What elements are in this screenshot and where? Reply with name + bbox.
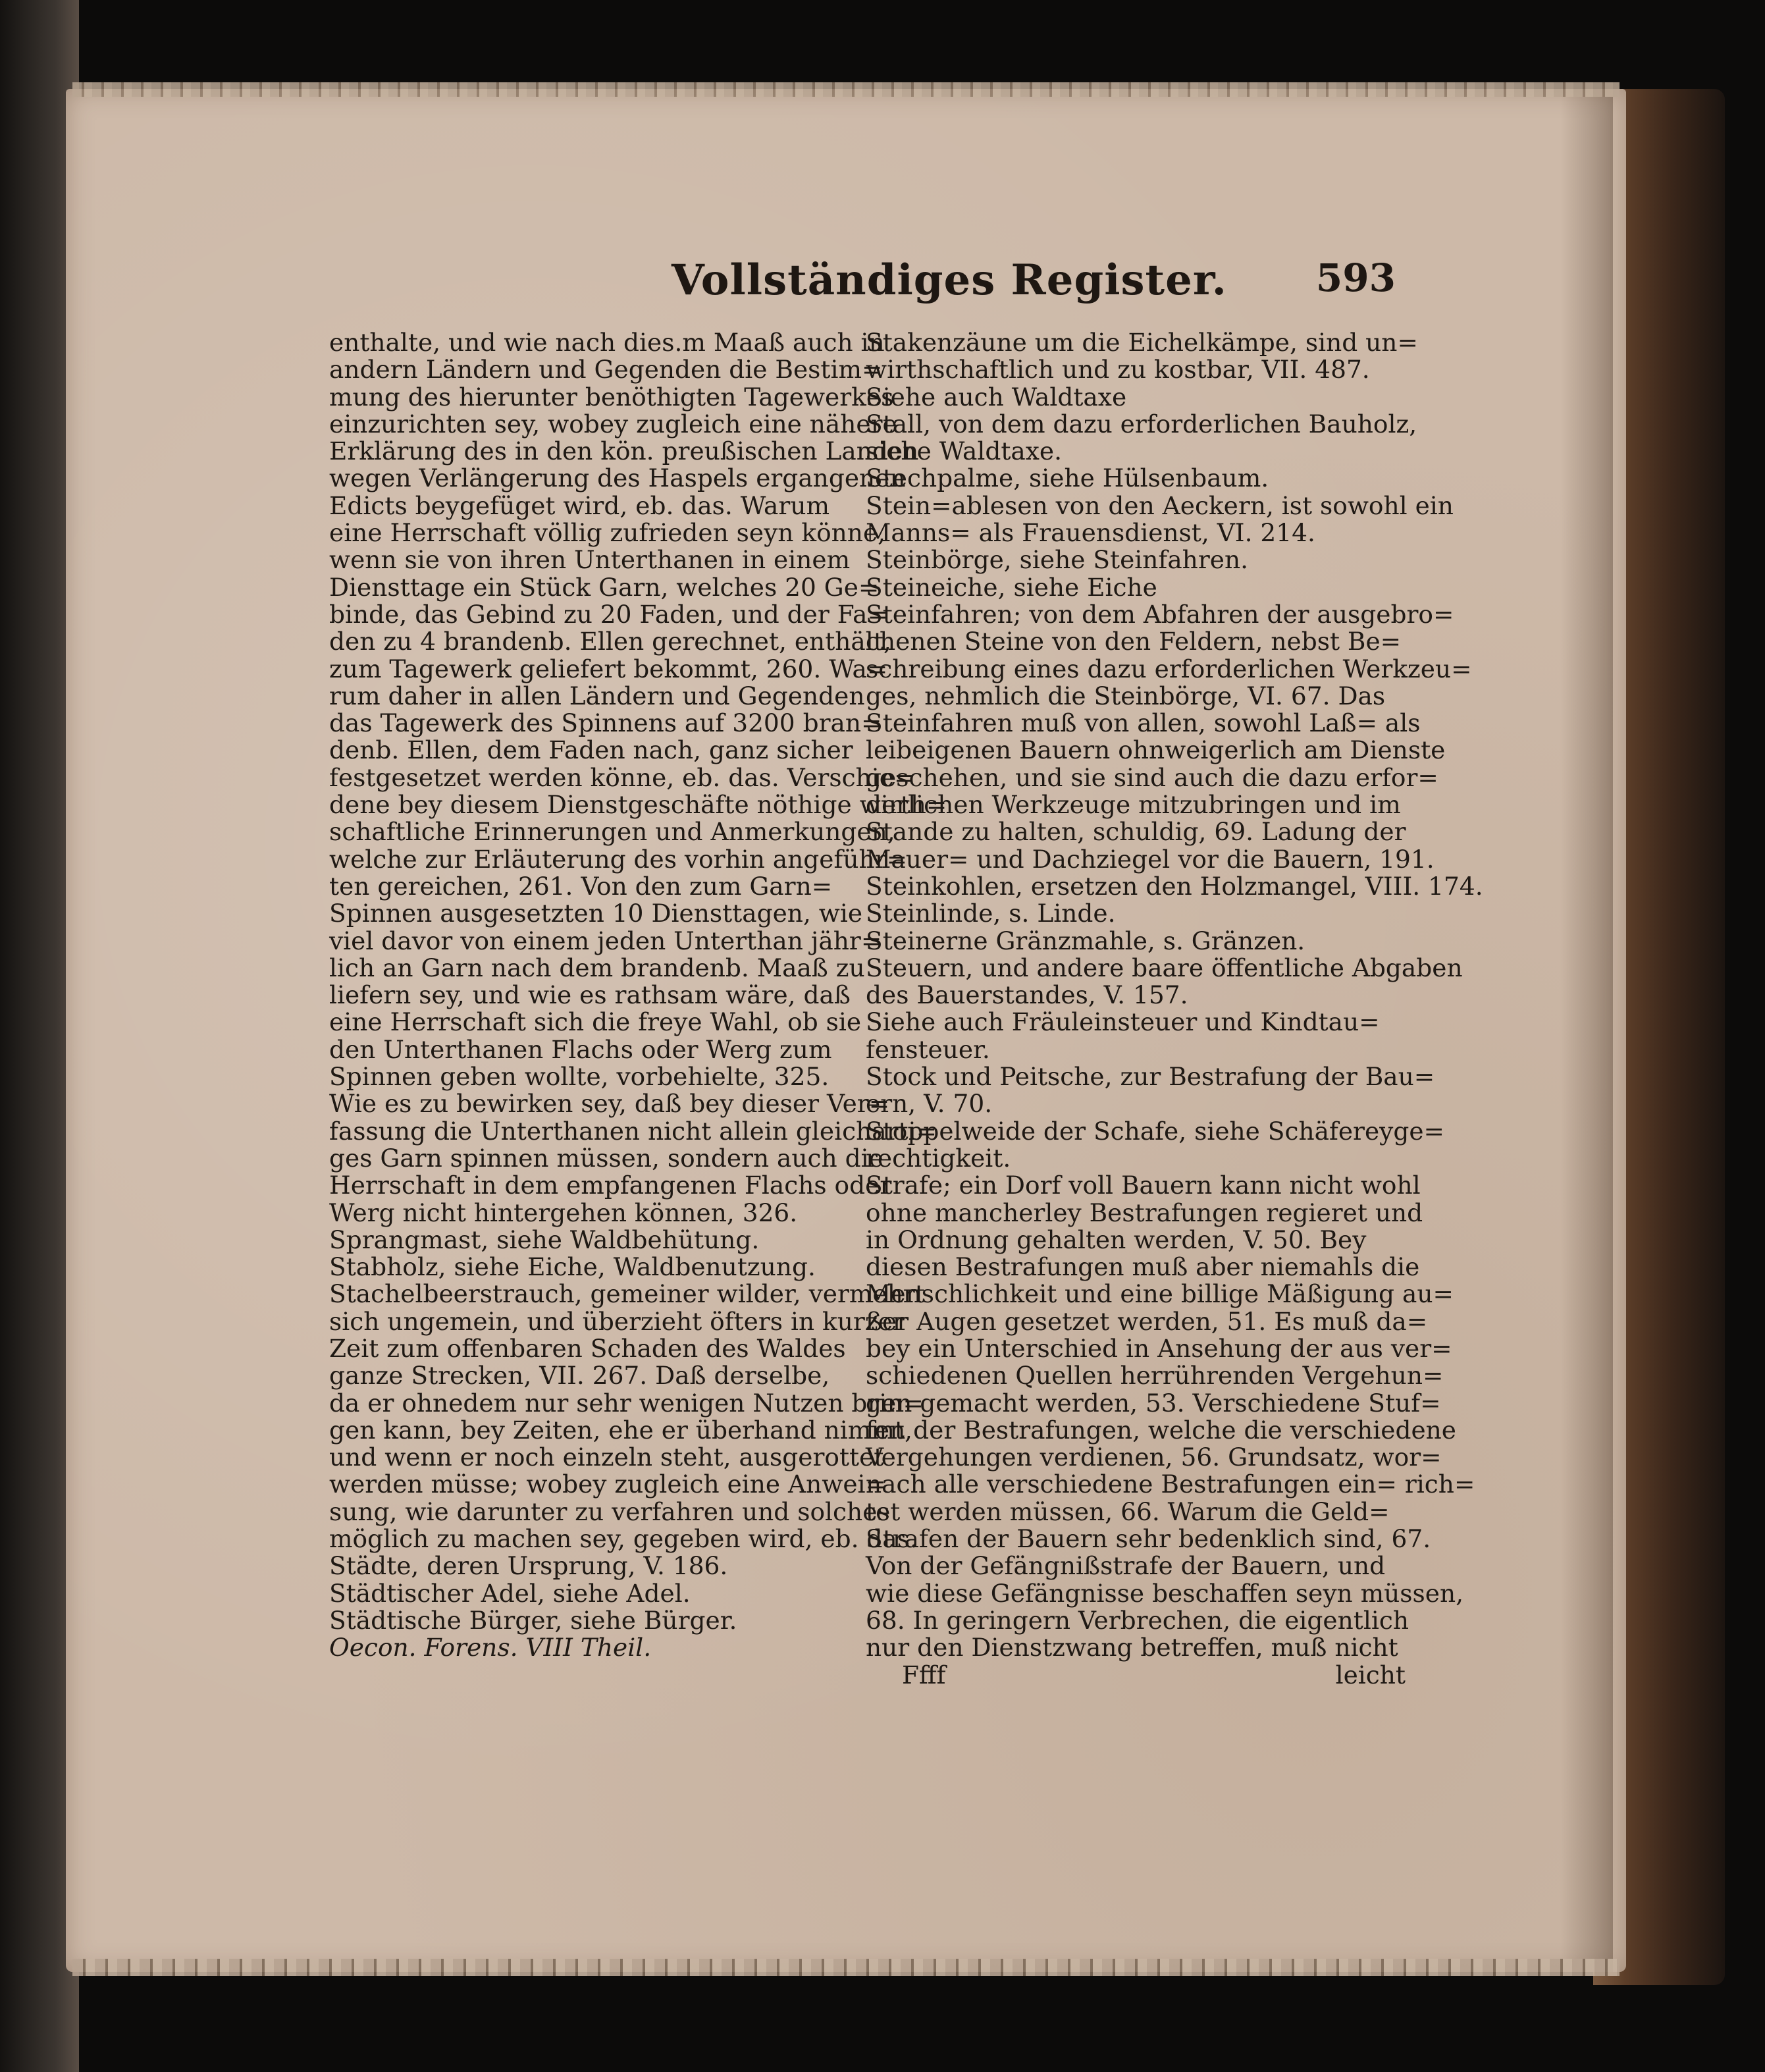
text-line: fen der Bestrafungen, welche die verschiedene — [866, 1415, 1456, 1445]
text-line: wenn sie von ihren Unterthanen in einem — [329, 545, 851, 575]
text-line: schaftliche Erinnerungen und Anmerkungen, — [329, 817, 895, 847]
text-line: dene bey diesem Dienstgeschäfte nöthige wirth= — [329, 790, 947, 820]
text-line: werden müsse; wobey zugleich eine Anwei= — [329, 1470, 886, 1499]
index-entry: Steinfahren; von dem Abfahren der ausgebro= — [866, 599, 1454, 629]
text-line: ganze Strecken, VII. 267. Daß derselbe, — [329, 1361, 830, 1391]
text-line: wirthschaftlich und zu kostbar, VII. 487. — [866, 355, 1370, 385]
catchword: leicht — [1335, 1660, 1406, 1689]
text-line: chenen Steine von den Feldern, nebst Be= — [866, 627, 1402, 656]
page-header — [672, 255, 1396, 315]
text-line: ges Garn spinnen müssen, sondern auch die — [329, 1143, 883, 1173]
text-line: viel davor von einem jeden Unterthan jähr= — [329, 926, 882, 955]
text-line: Diensttage ein Stück Garn, welches 20 Ge= — [329, 572, 880, 602]
index-entry: Stabholz, siehe Eiche, Waldbenutzung. — [329, 1252, 816, 1282]
page-foot — [866, 1662, 1406, 1689]
text-line: nach alle verschiedene Bestrafungen ein= rich= — [866, 1470, 1475, 1499]
text-line: ges, nehmlich die Steinbörge, VI. 67. Das — [866, 681, 1386, 710]
text-line: Spinnen geben wollte, vorbehielte, 325. — [329, 1062, 830, 1092]
text-line: Erklärung des in den kön. preußischen Landen — [329, 437, 919, 466]
right-column — [866, 328, 1483, 1689]
text-line: leibeigenen Bauern ohnweigerlich am Dienste — [866, 735, 1446, 765]
text-line: bey ein Unterschied in Ansehung der aus ver= — [866, 1333, 1452, 1363]
text-line: wie diese Gefängnisse beschaffen seyn müssen, — [866, 1578, 1464, 1608]
text-line: in Ordnung gehalten werden, V. 50. Bey — [866, 1225, 1367, 1254]
text-line: einzurichten sey, wobey zugleich eine nähere — [329, 409, 897, 438]
text-line: mung des hierunter benöthigten Tagewerkes — [329, 382, 894, 412]
text-line: des Bauerstandes, V. 157. — [866, 980, 1188, 1010]
text-line: ßer Augen gesetzet werden, 51. Es muß da= — [866, 1306, 1428, 1336]
page-number: 593 — [1315, 255, 1396, 300]
text-line: Stande zu halten, schuldig, 69. Ladung der — [866, 817, 1406, 847]
text-line: zum Tagewerk geliefert bekommt, 260. Wa= — [329, 654, 888, 683]
index-entry: Stachelbeerstrauch, gemeiner wilder, vermehrt — [329, 1279, 925, 1309]
text-line: das Tagewerk des Spinnens auf 3200 bran= — [329, 708, 882, 738]
text-line: und wenn er noch einzeln steht, ausgerottet — [329, 1443, 884, 1472]
text-line: Zeit zum offenbaren Schaden des Waldes — [329, 1333, 846, 1363]
text-line: Siehe auch Waldtaxe — [866, 382, 1127, 412]
text-line: sung, wie darunter zu verfahren und solches — [329, 1497, 890, 1526]
text-line: da er ohnedem nur sehr wenigen Nutzen brin= — [329, 1388, 924, 1418]
text-line: welche zur Erläuterung des vorhin angeführ= — [329, 844, 908, 874]
text-line: 68. In geringern Verbrechen, die eigentlich — [866, 1605, 1409, 1635]
page-bottom-edge — [72, 1959, 1620, 1976]
text-line: Siehe auch Fräuleinsteuer und Kindtau= — [866, 1007, 1380, 1037]
text-line: gen gemacht werden, 53. Verschiedene Stuf= — [866, 1388, 1441, 1418]
text-line: denb. Ellen, dem Faden nach, ganz sicher — [329, 735, 853, 765]
text-line: Strafen der Bauern sehr bedenklich sind, 67. — [866, 1524, 1431, 1554]
text-line: ten gereichen, 261. Von den zum Garn= — [329, 871, 833, 901]
text-line: diesen Bestrafungen muß aber niemahls die — [866, 1252, 1420, 1282]
text-line: binde, das Gebind zu 20 Faden, und der Fa= — [329, 599, 888, 629]
text-line: schiedenen Quellen herrührenden Vergehun= — [866, 1361, 1444, 1391]
index-entry: Steinbörge, siehe Steinfahren. — [866, 545, 1249, 575]
index-entry: Stakenzäune um die Eichelkämpe, sind un= — [866, 328, 1418, 357]
footer-imprint: Oecon. Forens. VIII Theil. — [329, 1633, 652, 1662]
text-line: Menschlichkeit und eine billige Mäßigung au= — [866, 1279, 1454, 1309]
signature-mark: Ffff — [902, 1660, 946, 1689]
text-line: ern, V. 70. — [866, 1089, 993, 1119]
index-entry: Stein=ablesen von den Aeckern, ist sowohl ein — [866, 491, 1454, 520]
text-line: Herrschaft in dem empfangenen Flachs oder — [329, 1171, 892, 1200]
text-line: fensteuer. — [866, 1034, 990, 1064]
text-line: sich ungemein, und überzieht öfters in kurzer — [329, 1306, 905, 1336]
index-entry: Städtischer Adel, siehe Adel. — [329, 1578, 691, 1608]
index-entry: Stall, von dem dazu erforderlichen Bauholz, — [866, 409, 1417, 438]
text-line: Edicts beygefüget wird, eb. das. Warum — [329, 491, 830, 520]
text-line: siehe Waldtaxe. — [866, 437, 1063, 466]
text-line: wegen Verlängerung des Haspels ergangenen — [329, 464, 906, 493]
text-line: den Unterthanen Flachs oder Werg zum — [329, 1034, 832, 1064]
text-line: ohne mancherley Bestrafungen regieret und — [866, 1198, 1423, 1227]
index-entry: Steinkohlen, ersetzen den Holzmangel, VIII. 174. — [866, 871, 1483, 901]
text-line: lich an Garn nach dem brandenb. Maaß zu — [329, 953, 865, 982]
text-line: fassung die Unterthanen nicht allein gleicharti= — [329, 1116, 937, 1146]
index-entry: Stoppelweide der Schafe, siehe Schäfereyge= — [866, 1116, 1444, 1146]
index-entry: Steuern, und andere baare öffentliche Abgaben — [866, 953, 1463, 982]
text-line: Vergehungen verdienen, 56. Grundsatz, wor= — [866, 1443, 1442, 1472]
index-entry: Städte, deren Ursprung, V. 186. — [329, 1551, 728, 1581]
index-entry: Stock und Peitsche, zur Bestrafung der Bau= — [866, 1062, 1435, 1092]
index-entry: Steinerne Gränzmahle, s. Gränzen. — [866, 926, 1305, 955]
text-line: Steinfahren muß von allen, sowohl Laß= als — [866, 708, 1421, 738]
index-entry: Strafe; ein Dorf voll Bauern kann nicht wohl — [866, 1171, 1421, 1200]
text-line: festgesetzet werden könne, eb. das. Verschie= — [329, 762, 915, 792]
text-line: rum daher in allen Ländern und Gegenden — [329, 681, 865, 710]
index-entry: Steinlinde, s. Linde. — [866, 899, 1116, 928]
text-line: Spinnen ausgesetzten 10 Diensttagen, wie — [329, 899, 863, 928]
text-line: liefern sey, und wie es rathsam wäre, daß — [329, 980, 851, 1010]
index-entry: Stechpalme, siehe Hülsenbaum. — [866, 464, 1269, 493]
text-line: Von der Gefängnißstrafe der Bauern, und — [866, 1551, 1386, 1581]
text-line: derlichen Werkzeuge mitzubringen und im — [866, 790, 1401, 820]
index-entry: Sprangmast, siehe Waldbehütung. — [329, 1225, 760, 1254]
text-line: möglich zu machen sey, gegeben wird, eb. das. — [329, 1524, 918, 1554]
running-title: Vollständiges Register. — [672, 255, 1227, 305]
text-line: andern Ländern und Gegenden die Bestim= — [329, 355, 883, 385]
index-entry: Städtische Bürger, siehe Bürger. — [329, 1605, 737, 1635]
page-top-edge — [72, 82, 1620, 97]
text-line: Manns= als Frauensdienst, VI. 214. — [866, 518, 1315, 548]
text-line: enthalte, und wie nach dies.m Maaß auch in — [329, 328, 885, 357]
text-line: nur den Dienstzwang betreffen, muß nicht — [866, 1633, 1398, 1662]
text-line: geschehen, und sie sind auch die dazu erfor= — [866, 762, 1438, 792]
text-line: rechtigkeit. — [866, 1143, 1011, 1173]
text-line: schreibung eines dazu erforderlichen Werkzeu= — [866, 654, 1472, 683]
text-line: Wie es zu bewirken sey, daß bey dieser Ver= — [329, 1089, 890, 1119]
text-line: eine Herrschaft völlig zufrieden seyn könne, — [329, 518, 886, 548]
text-line: eine Herrschaft sich die freye Wahl, ob sie — [329, 1007, 862, 1037]
text-line: gen kann, bey Zeiten, ehe er überhand nimmt, — [329, 1415, 912, 1445]
index-entry: Steineiche, siehe Eiche — [866, 572, 1157, 602]
text-line: den zu 4 brandenb. Ellen gerechnet, enthält, — [329, 627, 891, 656]
text-line: Mauer= und Dachziegel vor die Bauern, 191. — [866, 844, 1435, 874]
spine-shadow — [1560, 89, 1613, 1972]
text-line: tet werden müssen, 66. Warum die Geld= — [866, 1497, 1390, 1526]
text-line: Werg nicht hintergehen können, 326. — [329, 1198, 798, 1227]
